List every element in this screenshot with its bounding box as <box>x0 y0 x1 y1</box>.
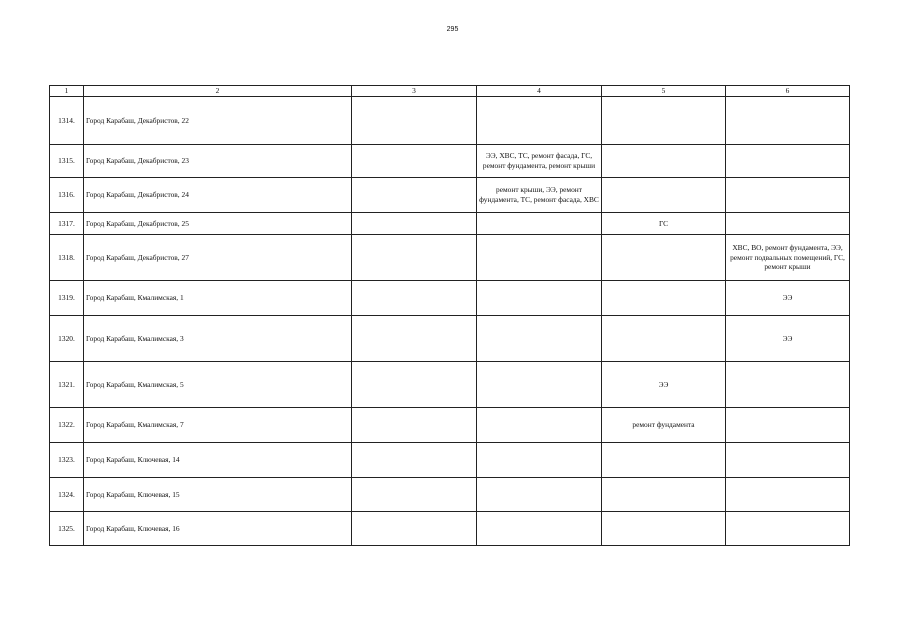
row-cell-3 <box>352 362 477 408</box>
row-cell-5 <box>602 443 726 478</box>
row-cell-6 <box>726 408 850 443</box>
column-header-2: 2 <box>84 86 352 97</box>
row-cell-6: ЭЭ <box>726 316 850 362</box>
row-address: Город Карабаш, Декабристов, 24 <box>84 178 352 213</box>
row-cell-4 <box>477 362 602 408</box>
data-table <box>49 85 850 546</box>
row-cell-5: ГС <box>602 213 726 235</box>
row-cell-3 <box>352 178 477 213</box>
row-number: 1325. <box>50 512 84 546</box>
row-number: 1316. <box>50 178 84 213</box>
row-address: Город Карабаш, Декабристов, 23 <box>84 145 352 178</box>
row-cell-4 <box>477 478 602 512</box>
row-cell-3 <box>352 97 477 145</box>
row-cell-6 <box>726 512 850 546</box>
row-cell-6 <box>726 478 850 512</box>
row-number: 1322. <box>50 408 84 443</box>
column-header-1: 1 <box>50 86 84 97</box>
table-row <box>50 362 850 408</box>
table-row <box>50 408 850 443</box>
row-cell-4 <box>477 213 602 235</box>
page-number: 295 <box>446 26 459 33</box>
row-cell-5 <box>602 97 726 145</box>
row-number: 1315. <box>50 145 84 178</box>
row-cell-3 <box>352 213 477 235</box>
row-cell-5 <box>602 478 726 512</box>
row-cell-6 <box>726 97 850 145</box>
row-address: Город Карабаш, Декабристов, 25 <box>84 213 352 235</box>
row-cell-5 <box>602 145 726 178</box>
row-cell-4: ремонт крыши, ЭЭ, ремонт фундамента, ТС, ремонт фасада, ХВС <box>477 178 602 213</box>
row-cell-3 <box>352 145 477 178</box>
row-address: Город Карабаш, Декабристов, 27 <box>84 235 352 281</box>
row-cell-5 <box>602 178 726 213</box>
row-cell-4 <box>477 316 602 362</box>
table-row <box>50 512 850 546</box>
row-cell-3 <box>352 235 477 281</box>
row-cell-6 <box>726 145 850 178</box>
row-cell-6: ЭЭ <box>726 281 850 316</box>
table-row <box>50 281 850 316</box>
row-cell-6 <box>726 178 850 213</box>
row-address: Город Карабаш, Кмалимская, 3 <box>84 316 352 362</box>
row-cell-4 <box>477 443 602 478</box>
row-cell-4 <box>477 512 602 546</box>
row-cell-3 <box>352 316 477 362</box>
table-row <box>50 213 850 235</box>
column-header-4: 4 <box>477 86 602 97</box>
column-header-3: 3 <box>352 86 477 97</box>
row-cell-6 <box>726 443 850 478</box>
row-cell-3 <box>352 512 477 546</box>
row-cell-6: ХВС, ВО, ремонт фундамента, ЭЭ, ремонт подвальных помещений, ГС, ремонт крыши <box>726 235 850 281</box>
row-cell-6 <box>726 213 850 235</box>
row-cell-5 <box>602 512 726 546</box>
row-number: 1324. <box>50 478 84 512</box>
row-number: 1317. <box>50 213 84 235</box>
header-row <box>50 86 850 97</box>
row-number: 1321. <box>50 362 84 408</box>
row-number: 1319. <box>50 281 84 316</box>
row-cell-4: ЭЭ, ХВС, ТС, ремонт фасада, ГС, ремонт фундамента, ремонт крыши <box>477 145 602 178</box>
row-cell-4 <box>477 281 602 316</box>
row-address: Город Карабаш, Декабристов, 22 <box>84 97 352 145</box>
row-cell-5: ЭЭ <box>602 362 726 408</box>
table-row <box>50 235 850 281</box>
column-header-5: 5 <box>602 86 726 97</box>
row-address: Город Карабаш, Кмалимская, 1 <box>84 281 352 316</box>
row-cell-5 <box>602 281 726 316</box>
row-address: Город Карабаш, Ключевая, 14 <box>84 443 352 478</box>
row-cell-5 <box>602 235 726 281</box>
table-row <box>50 97 850 145</box>
table-row <box>50 316 850 362</box>
table-body <box>50 97 850 546</box>
row-number: 1320. <box>50 316 84 362</box>
row-address: Город Карабаш, Кмалимская, 7 <box>84 408 352 443</box>
table-row <box>50 478 850 512</box>
row-cell-3 <box>352 408 477 443</box>
row-cell-4 <box>477 97 602 145</box>
row-cell-5 <box>602 316 726 362</box>
row-cell-5: ремонт фундамента <box>602 408 726 443</box>
row-cell-3 <box>352 281 477 316</box>
row-number: 1314. <box>50 97 84 145</box>
row-cell-6 <box>726 362 850 408</box>
row-number: 1323. <box>50 443 84 478</box>
row-cell-3 <box>352 443 477 478</box>
table-row <box>50 145 850 178</box>
table-row <box>50 443 850 478</box>
row-address: Город Карабаш, Ключевая, 15 <box>84 478 352 512</box>
row-number: 1318. <box>50 235 84 281</box>
row-cell-4 <box>477 408 602 443</box>
row-address: Город Карабаш, Ключевая, 16 <box>84 512 352 546</box>
column-header-6: 6 <box>726 86 850 97</box>
table-row <box>50 178 850 213</box>
row-address: Город Карабаш, Кмалимская, 5 <box>84 362 352 408</box>
row-cell-3 <box>352 478 477 512</box>
row-cell-4 <box>477 235 602 281</box>
